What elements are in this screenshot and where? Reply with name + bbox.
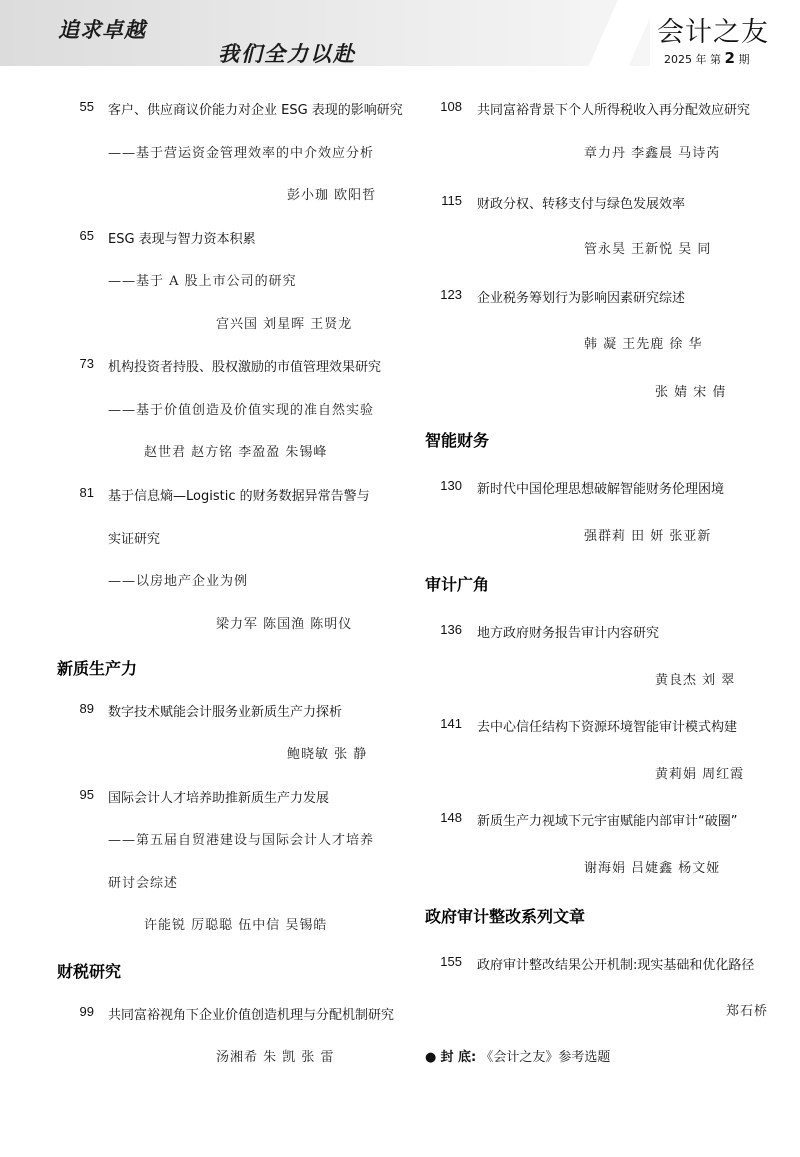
article-title[interactable]: 政府审计整改结果公开机制:现实基础和优化路径 [477, 958, 755, 973]
article-page: 148 [440, 810, 462, 825]
article-subtitle: ——以房地产企业为例 [108, 574, 249, 589]
article-page: 136 [440, 622, 462, 637]
article-authors: 赵世君 赵方铭 李盈盈 朱锡峰 [144, 445, 328, 460]
article-title-continued[interactable]: 实证研究 [108, 532, 161, 547]
article-page: 65 [79, 228, 94, 243]
article-authors-continued: 张 婧 宋 倩 [655, 385, 727, 400]
article-title[interactable]: 财政分权、转移支付与绿色发展效率 [477, 197, 686, 212]
article-title[interactable]: 企业税务筹划行为影响因素研究综述 [477, 291, 686, 306]
issue-year-unit: 年 [695, 53, 707, 66]
article-page: 108 [440, 99, 462, 114]
bullet-icon: ● [425, 1050, 437, 1065]
article-authors: 章力丹 李鑫晨 马诗芮 [584, 146, 721, 161]
article-title[interactable]: ESG 表现与智力资本积累 [108, 232, 256, 247]
article-page: 141 [440, 716, 462, 731]
back-cover-label: 封 底: [440, 1050, 477, 1065]
article-authors: 宫兴国 刘星晖 王贤龙 [216, 317, 353, 332]
article-title[interactable]: 客户、供应商议价能力对企业 ESG 表现的影响研究 [108, 103, 403, 118]
issue-number: 2 [724, 49, 735, 67]
article-page: 81 [79, 485, 94, 500]
article-page: 95 [79, 787, 94, 802]
article-subtitle: ——第五届自贸港建设与国际会计人才培养 [108, 833, 375, 848]
article-page: 89 [79, 701, 94, 716]
article-page: 155 [440, 954, 462, 969]
article-page: 115 [441, 193, 462, 208]
issue-qi: 期 [738, 53, 750, 66]
article-authors: 汤湘希 朱 凯 张 雷 [216, 1050, 335, 1065]
article-title[interactable]: 共同富裕视角下企业价值创造机理与分配机制研究 [108, 1008, 395, 1023]
article-authors: 彭小珈 欧阳哲 [287, 188, 377, 203]
section-heading: 新质生产力 [57, 659, 138, 678]
article-subtitle-continued: 研讨会综述 [108, 876, 179, 891]
article-authors: 黄莉娟 周红霞 [655, 767, 745, 782]
back-cover-value: 《会计之友》参考选题 [480, 1050, 611, 1065]
back-cover-line [425, 1046, 610, 1065]
article-authors: 韩 凝 王先鹿 徐 华 [584, 337, 703, 352]
article-title[interactable]: 国际会计人才培养助推新质生产力发展 [108, 791, 330, 806]
article-authors: 郑石桥 [726, 1004, 769, 1019]
article-page: 73 [79, 356, 94, 371]
section-heading: 政府审计整改系列文章 [425, 907, 586, 926]
article-title[interactable]: 共同富裕背景下个人所得税收入再分配效应研究 [477, 103, 751, 118]
section-heading: 智能财务 [425, 431, 490, 450]
article-title[interactable]: 新时代中国伦理思想破解智能财务伦理困境 [477, 482, 725, 497]
article-page: 99 [79, 1004, 94, 1019]
section-heading: 财税研究 [57, 962, 122, 981]
article-title[interactable]: 数字技术赋能会计服务业新质生产力探析 [108, 705, 343, 720]
article-authors: 鲍晓敏 张 静 [287, 747, 368, 762]
article-title[interactable]: 地方政府财务报告审计内容研究 [477, 626, 660, 641]
article-authors: 强群莉 田 妍 张亚新 [584, 529, 712, 544]
slogan-line-2: 我们全力以赴 [218, 42, 356, 66]
article-authors: 梁力军 陈国渔 陈明仪 [216, 617, 353, 632]
article-page: 55 [79, 99, 94, 114]
article-page: 130 [440, 478, 462, 493]
article-authors: 许能锐 厉聪聪 伍中信 吴锡皓 [144, 918, 328, 933]
article-title[interactable]: 新质生产力视域下元宇宙赋能内部审计“破圈” [477, 814, 738, 829]
section-heading: 审计广角 [425, 575, 490, 594]
article-subtitle: ——基于 A 股上市公司的研究 [108, 274, 297, 289]
slogan-line-1: 追求卓越 [58, 18, 146, 42]
journal-title: 会计之友 [657, 17, 769, 48]
article-page: 123 [440, 287, 462, 302]
article-title[interactable]: 机构投资者持股、股权激励的市值管理效果研究 [108, 360, 382, 375]
article-authors: 谢海娟 吕婕鑫 杨文娅 [584, 861, 721, 876]
article-subtitle: ——基于价值创造及价值实现的准自然实验 [108, 403, 375, 418]
issue-year: 2025 [664, 53, 692, 66]
article-title[interactable]: 基于信息熵—Logistic 的财务数据异常告警与 [108, 489, 370, 504]
issue-info [664, 49, 749, 67]
article-authors: 管永昊 王新悦 吴 同 [584, 242, 712, 257]
article-title[interactable]: 去中心信任结构下资源环境智能审计模式构建 [477, 720, 738, 735]
article-subtitle: ——基于营运资金管理效率的中介效应分析 [108, 146, 375, 161]
issue-di: 第 [710, 53, 721, 66]
article-authors: 黄良杰 刘 翠 [655, 673, 736, 688]
